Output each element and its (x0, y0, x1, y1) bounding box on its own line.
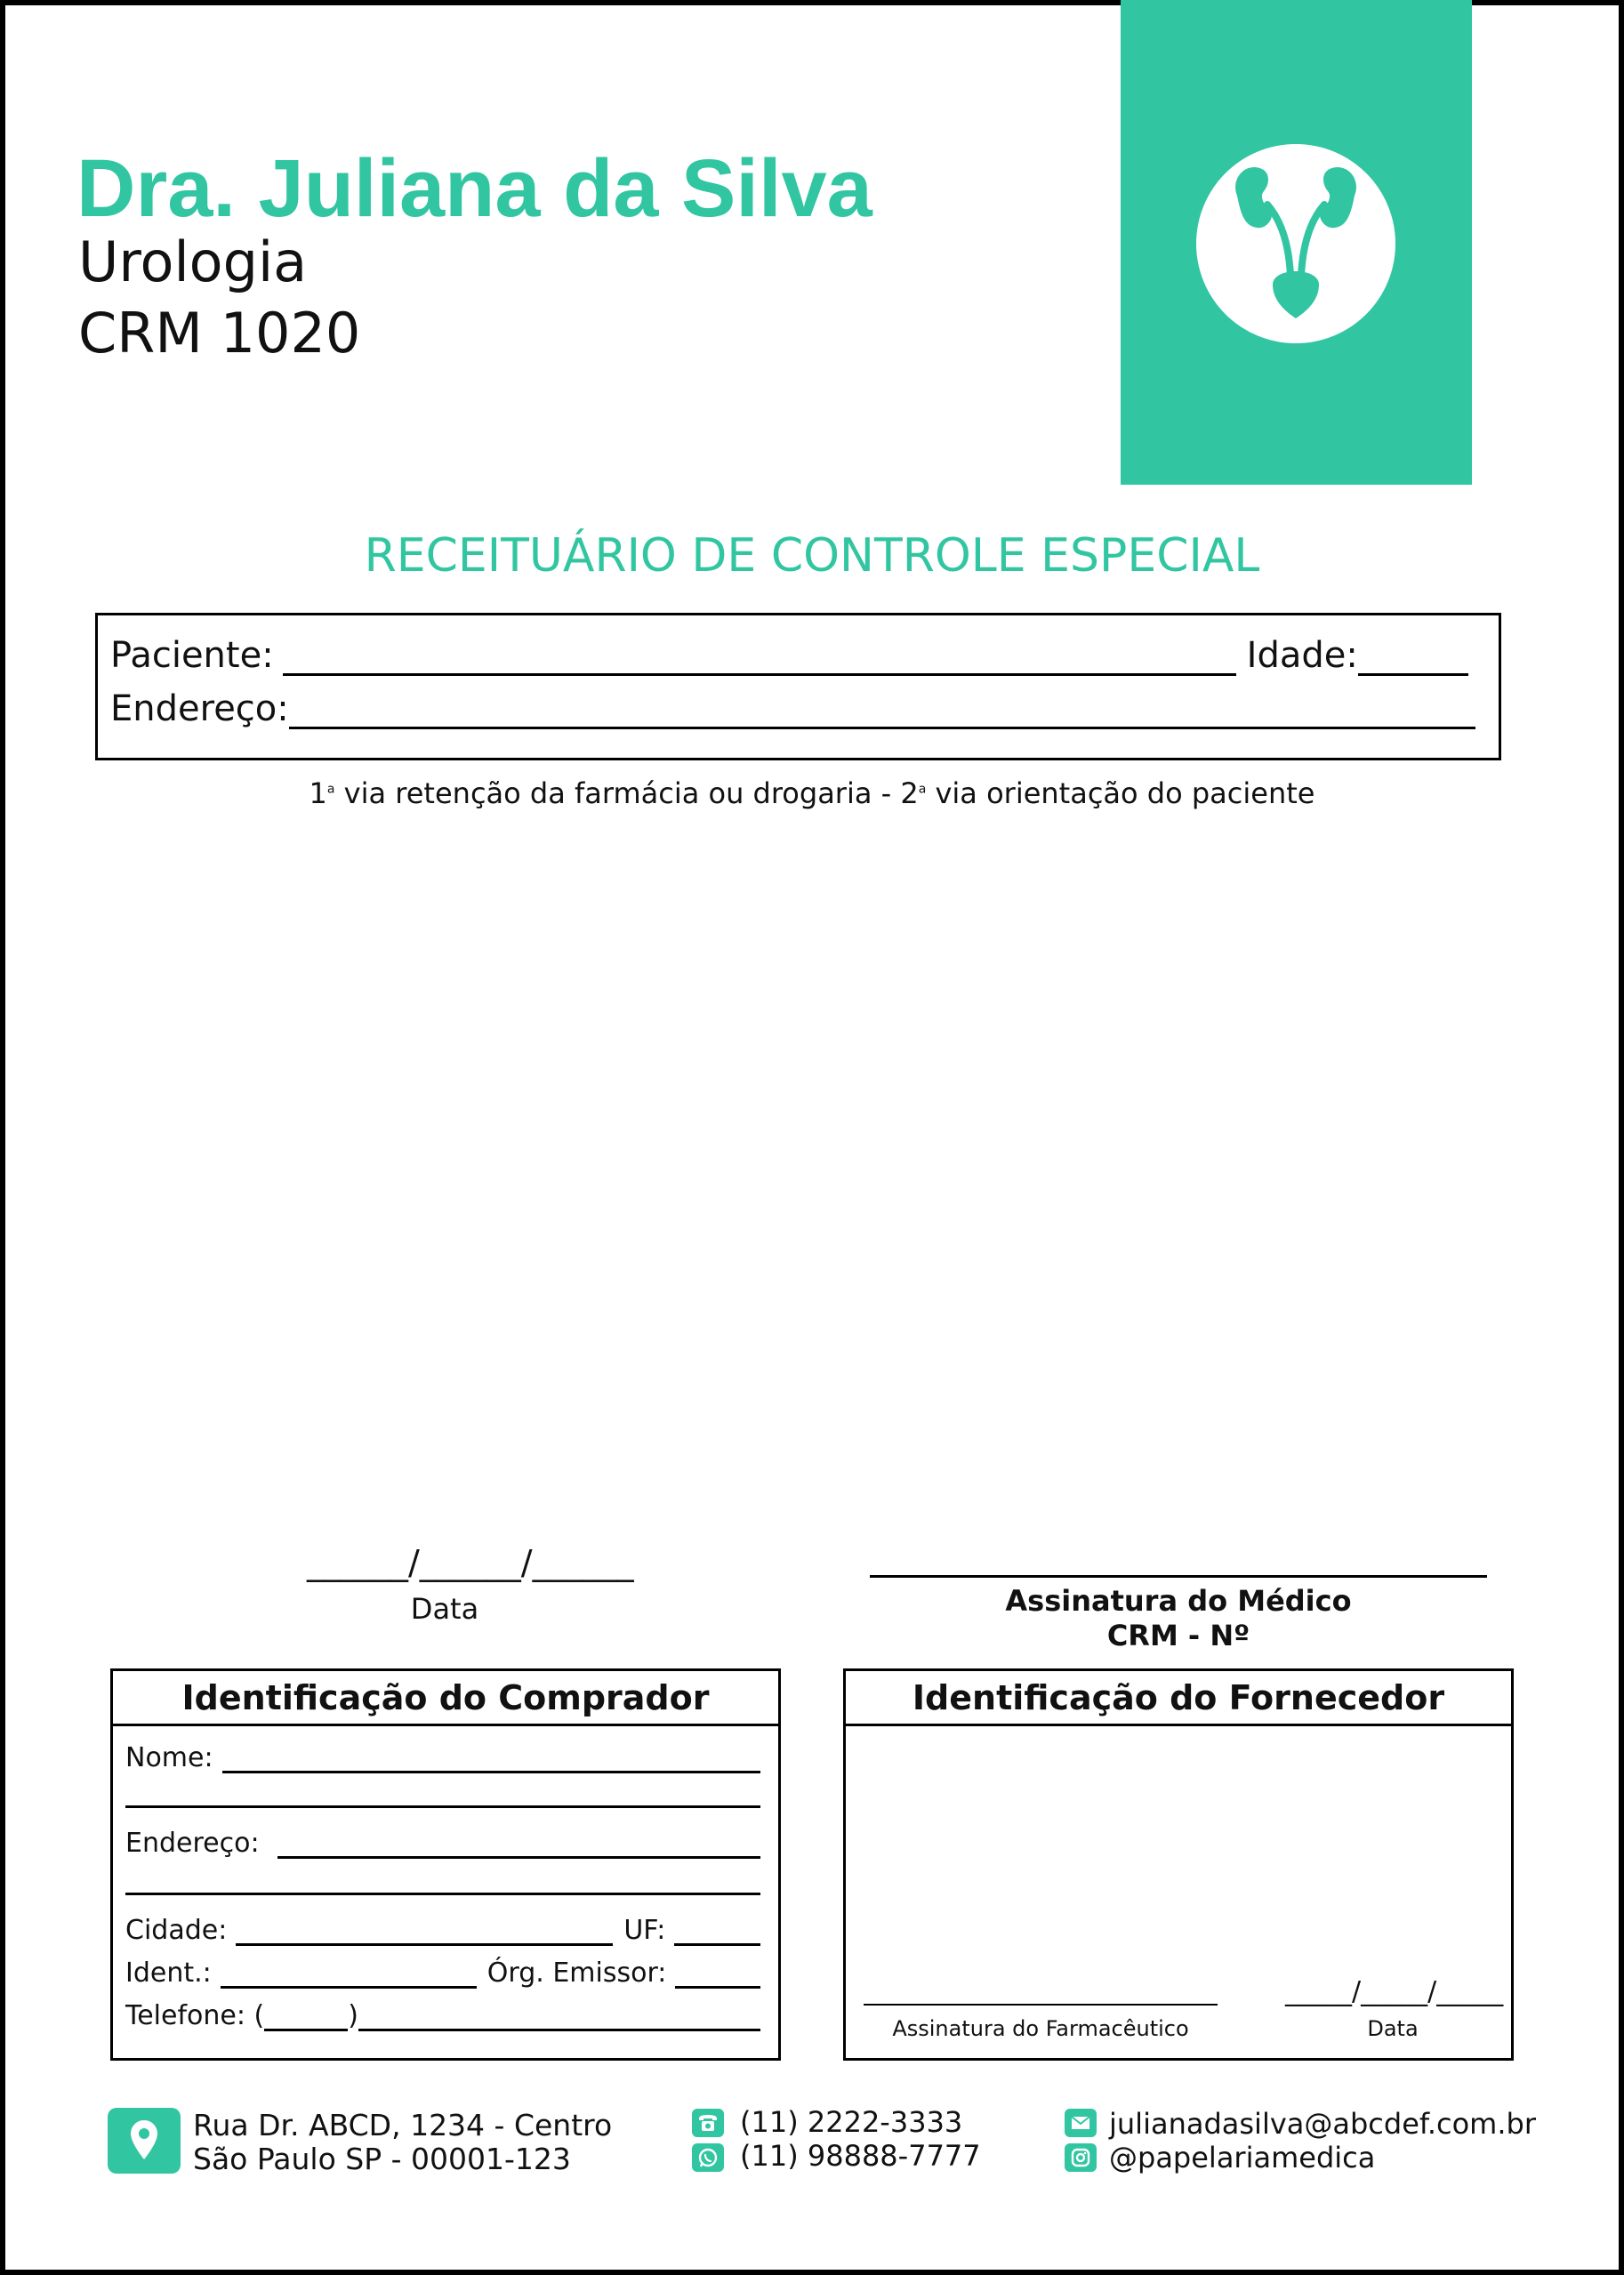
instagram-icon (1065, 2143, 1097, 2172)
patient-label: Paciente: (110, 635, 274, 676)
supplier-box (843, 1668, 1514, 2061)
email-icon (1065, 2109, 1097, 2137)
buyer-city-field[interactable] (236, 1923, 613, 1946)
pharmacist-signature-line[interactable] (864, 2004, 1218, 2006)
doctor-signature-line[interactable] (870, 1575, 1487, 1578)
address-label: Endereço: (110, 688, 289, 729)
via-note-last: via orientação do paciente (926, 776, 1315, 810)
buyer-address-field[interactable] (277, 1836, 760, 1859)
buyer-address-label: Endereço: (125, 1828, 260, 1859)
buyer-phone-field[interactable] (358, 2008, 760, 2031)
buyer-name-row-2 (125, 1785, 760, 1808)
age-field[interactable] (1358, 646, 1468, 676)
whatsapp-icon (692, 2143, 724, 2172)
patient-field[interactable] (283, 646, 1236, 676)
buyer-address-field-2[interactable] (125, 1872, 760, 1895)
buyer-phone-label: Telefone: ( (125, 2000, 265, 2031)
kidney-icon (1194, 142, 1397, 345)
buyer-city-label: Cidade: (125, 1915, 228, 1946)
map-pin-icon (131, 2120, 157, 2159)
instagram-handle[interactable]: @papelariamedica (1109, 2141, 1376, 2175)
buyer-name-label: Nome: (125, 1742, 213, 1773)
patient-box (95, 613, 1501, 760)
supplier-title: Identificação do Fornecedor (846, 1671, 1511, 1726)
buyer-uf-field[interactable] (674, 1923, 760, 1946)
buyer-name-field-2[interactable] (125, 1785, 760, 1808)
buyer-phone-area-field[interactable] (264, 2008, 348, 2031)
buyer-id-field[interactable] (221, 1966, 477, 1989)
address-line-1: Rua Dr. ABCD, 1234 - Centro (193, 2108, 613, 2142)
buyer-box (110, 1668, 781, 2061)
buyer-id-row (125, 1957, 760, 1989)
buyer-name-field[interactable] (222, 1750, 760, 1773)
address-row (110, 688, 1475, 729)
doctor-name: Dra. Juliana da Silva (76, 143, 872, 234)
via-note-first: 1 (309, 776, 327, 810)
supplier-date-slots[interactable]: _____/_____/_____ (1285, 1976, 1504, 2007)
age-label: Idade: (1246, 635, 1358, 676)
phone-number[interactable]: (11) 2222-3333 (740, 2105, 963, 2139)
buyer-issuer-label: Órg. Emissor: (486, 1957, 667, 1989)
form-title: RECEITUÁRIO DE CONTROLE ESPECIAL (364, 529, 1260, 583)
buyer-issuer-field[interactable] (675, 1966, 760, 1989)
address-line-2: São Paulo SP - 00001-123 (193, 2142, 571, 2176)
location-icon-box (108, 2108, 181, 2174)
buyer-city-row (125, 1915, 760, 1946)
patient-row (110, 635, 1468, 676)
buyer-phone-row (125, 2000, 760, 2031)
via-note (0, 776, 1624, 810)
buyer-title: Identificação do Comprador (113, 1671, 778, 1726)
buyer-uf-label: UF: (623, 1915, 666, 1946)
buyer-phone-paren: ) (348, 2000, 358, 2031)
logo-panel (1121, 0, 1472, 485)
date-label: Data (410, 1592, 479, 1626)
doctor-specialty: Urologia (78, 229, 308, 294)
address-field[interactable] (289, 699, 1475, 729)
via-sup-1: a (326, 782, 335, 797)
doctor-signature-label: Assinatura do Médico (1005, 1584, 1352, 1618)
buyer-address-row-2 (125, 1872, 760, 1895)
whatsapp-number[interactable]: (11) 98888-7777 (740, 2139, 981, 2173)
email-address[interactable]: julianadasilva@abcdef.com.br (1109, 2107, 1536, 2141)
buyer-name-row (125, 1742, 760, 1773)
via-note-middle: via retenção da farmácia ou drogaria - 2 (334, 776, 919, 810)
phone-icon (692, 2109, 724, 2137)
doctor-crm: CRM 1020 (78, 301, 361, 366)
crm-number-label: CRM - Nº (1106, 1619, 1250, 1652)
supplier-date-label: Data (1367, 2016, 1419, 2041)
via-sup-2: a (918, 782, 927, 797)
buyer-address-row (125, 1828, 760, 1859)
date-slots[interactable]: ______/______/______ (307, 1543, 634, 1582)
buyer-id-label: Ident.: (125, 1957, 212, 1989)
pharmacist-signature-label: Assinatura do Farmacêutico (892, 2016, 1189, 2041)
